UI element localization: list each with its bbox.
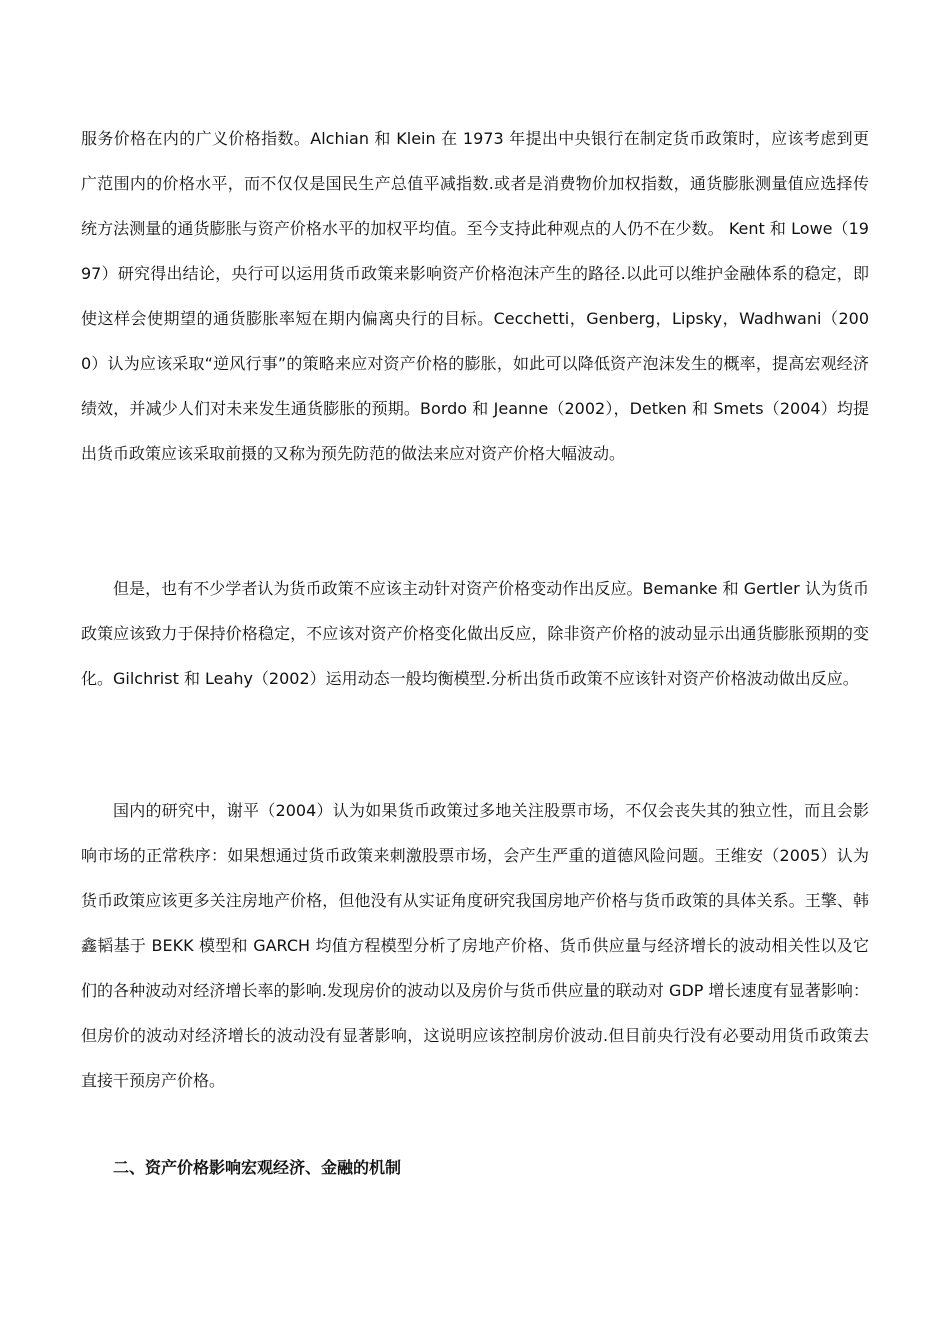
paragraph-2: 但是，也有不少学者认为货币政策不应该主动针对资产价格变动作出反应。Bemanke 和 Gertler 认为货币政策应该致力于保持价格稳定，不应该对资产价格变化做出反应，除非资产价格的波动显示出通货膨胀预期的变化。Gilchrist 和 Leahy（2002）运用动态一般均衡模型.分析出货币政策不应该针对资产价格波动做出反应。 bbox=[81, 579, 869, 688]
paragraph-3: 国内的研究中，谢平（2004）认为如果货币政策过多地关注股票市场，不仅会丧失其的独立性，而且会影响市场的正常秩序：如果想通过货币政策来刺激股票市场，会产生严重的道德风险问题。王维安（2005）认为货币政策应该更多关注房地产价格，但他没有从实证角度研究我国房地产价格与货币政策的具体关系。王擎、韩鑫韬基于 BEKK 模型和 GARCH 均值方程模型分析了房地产价格、货币供应量与经济增长的波动相关性以及它们的各种波动对经济增长率的影响.发现房价的波动以及房价与货币供应量的联动对 GDP 增长速度有显著影响：但房价的波动对经济增长的波动没有显著影响，这说明应该控制房价波动.但目前央行没有必要动用货币政策去直接干预房产价格。 bbox=[81, 801, 869, 1090]
section-heading: 二、资产价格影响宏观经济、金融的机制 bbox=[113, 1158, 402, 1177]
paragraph-1: 服务价格在内的广义价格指数。Alchian 和 Klein 在 1973 年提出中央银行在制定货币政策时，应该考虑到更广范围内的价格水平，而不仅仅是国民生产总值平减指数.或者是消费物价加权指数，通货膨胀测量值应选择传统方法测量的通货膨胀与资产价格水平的加权平均值。至今支持此种观点的人仍不在少数。 Kent 和 Lowe（1997）研究得出结论，央行可以运用货币政策来影响资产价格泡沫产生的路径.以此可以维护金融体系的稳定，即使这样会使期望的通货膨胀率短在期内偏离央行的目标。Cecchetti，Genberg，Lipsky，Wadhwani（2000）认为应该采取“逆风行事”的策略来应对资产价格的膨胀，如此可以降低资产泡沫发生的概率，提高宏观经济绩效，并减少人们对未来发生通货膨胀的预期。Bordo 和 Jeanne（2002），Detken 和 Smets（2004）均提出货币政策应该采取前摄的又称为预先防范的做法来应对资产价格大幅波动。 bbox=[81, 129, 869, 463]
